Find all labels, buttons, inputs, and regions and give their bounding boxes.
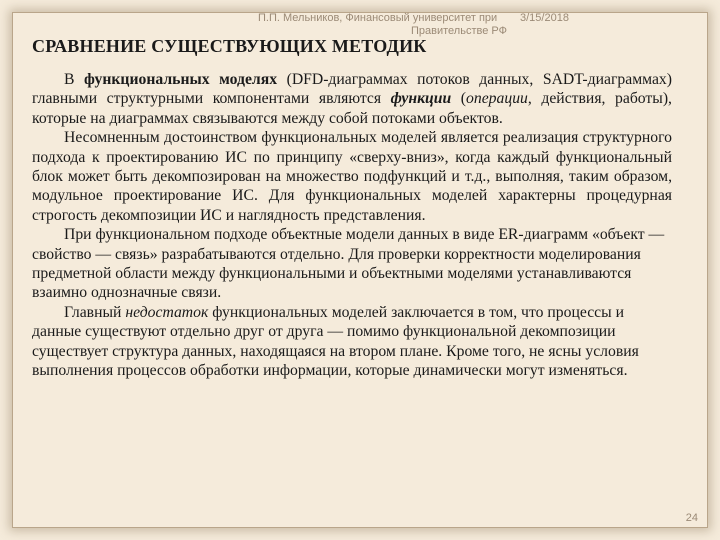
p1-text-c: (DFD-диаграммах потоков данных, SADT-диаграммах) главными структурными компонентами являются — [32, 71, 672, 108]
slide-date: 3/15/2018 — [520, 12, 569, 24]
paragraph-1 — [32, 70, 672, 128]
p1-text-g: , действия, работы), которые на диаграммах связываются между собой потоками объектов. — [32, 90, 672, 127]
slide-title: СРАВНЕНИЕ СУЩЕСТВУЮЩИХ МЕТОДИК — [32, 36, 427, 56]
page-number: 24 — [685, 512, 698, 524]
p4-italic-drawback: недостаток — [125, 303, 209, 321]
paragraph-4 — [32, 303, 672, 381]
p4-text-a: Главный — [64, 303, 126, 321]
p1-italic-functions: функции — [390, 90, 452, 108]
author-line-1: П.П. Мельников, Финансовый университет при — [258, 12, 498, 24]
slide-body — [32, 70, 672, 381]
paragraph-2: Несомненным достоинством функциональных моделей является реализация структурного подхода к проектированию ИС по принципу «сверху-вниз», когда каждый функциональный блок может быть декомпозирован на множество подфункций и т.д., выполняя, таким образом, модульное проектирование ИС. Для функциональных моделей характерны процедурная строгость декомпозиции ИС и наглядность представления. — [32, 129, 672, 224]
p4-text-c: функциональных моделей заключается в том, что процессы и данные существуют отдельно друг от друга — помимо функциональной декомпозиции существует структура данных, находящаяся на втором плане. Кроме того, не ясны условия выполнения процессов обработки информации, которые динамически могут изменяться. — [32, 303, 639, 380]
p1-italic-operations: операции — [466, 90, 528, 108]
paragraph-3: При функциональном подходе объектные модели данных в виде ER-диаграмм «объект — свойство — связь» разрабатываются отдельно. Для проверки корректности моделирования предметной области между функциональными и объектными моделями устанавливаются взаимно однозначные связи. — [32, 226, 665, 302]
author-line-2: Правительстве РФ — [411, 25, 507, 37]
p1-bold-term: функциональных моделях — [84, 71, 278, 88]
p1-text-e: ( — [451, 90, 467, 108]
p1-text-a: В — [64, 71, 85, 88]
